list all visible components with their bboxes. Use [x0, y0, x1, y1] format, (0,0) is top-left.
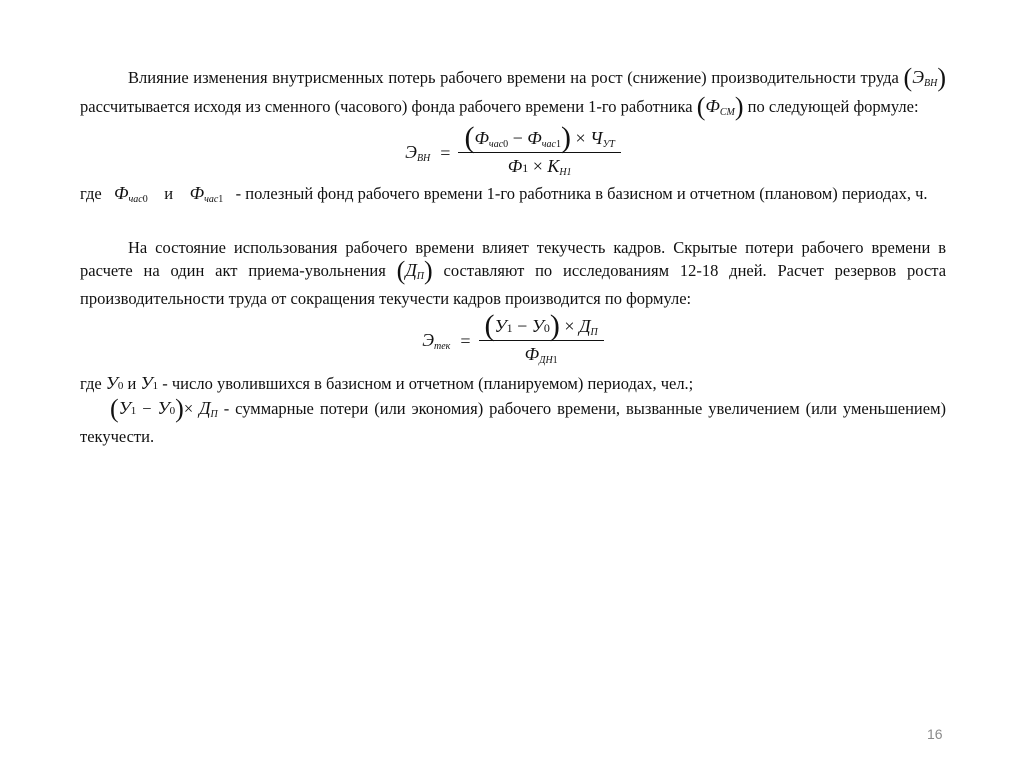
para1-line2b: рассчитывается исходя из сменного (часового) фонда рабочего	[80, 97, 522, 116]
formula-etek: $Э_{тек}$ = $\frac{(У1 - У0) \times Д_П}{Ф_{ДН1}}$	[80, 310, 946, 372]
paragraph-1	[80, 63, 946, 124]
inline-formula-dp: $(Д_П)$	[396, 256, 433, 285]
para1-line1: Влияние изменения внутрисменных потерь рабочего времени на рост (снижение)	[128, 68, 707, 87]
paragraph-3: На состояние использования рабочего времени влияет текучесть кадров. Скрытые потери рабочего времени в расчете на один акт приема-увольнения $(Д_П)$ составляют по исследованиям 12-18 дней. Расчет резервов роста производительности труда от сокращения текучести кадров производится по формуле:	[80, 238, 947, 308]
para2-text: - полезный фонд рабочего времени 1-го работника в базисном и отчетном (плановом) периодах, ч.	[235, 184, 928, 203]
document-body	[80, 63, 947, 448]
paragraph-4: где У0 и У1 - число уволившихся в базисном и отчетном (планируемом) периодах, чел.;	[80, 373, 694, 393]
para1-line3b: по следующей формуле:	[747, 97, 919, 116]
para1-line2a: производительности труда	[711, 68, 899, 87]
inline-formula-fsm: $(Ф_{СМ})$	[696, 92, 744, 121]
inline-formula-evn: $(Э_{ВН})$	[903, 63, 946, 92]
paragraph-5: $(У1 - У0)\times Д_П$ - суммарные потери (или экономия) рабочего времени, вызванные увеличением (или уменьшением) текучести.	[80, 394, 947, 446]
inline-formula-losses: $(У1 - У0)\times Д_П$	[110, 394, 218, 423]
page-number: 16	[927, 726, 943, 742]
para1-line3a: времени 1-го работника	[525, 97, 693, 116]
formula-evn: $Э_{ВН}$ = $\frac{(Ф_{час0} - Ф_{час1}) \times Ч_{УТ}}{Ф1 \times К_{Н1}}$	[80, 124, 946, 182]
paragraph-2: где $Ф_{час0}$ и $Ф_{час1}$ - полезный фонд рабочего времени 1-го работника в базисном и отчетном (плановом) периодах, ч.	[80, 183, 928, 205]
